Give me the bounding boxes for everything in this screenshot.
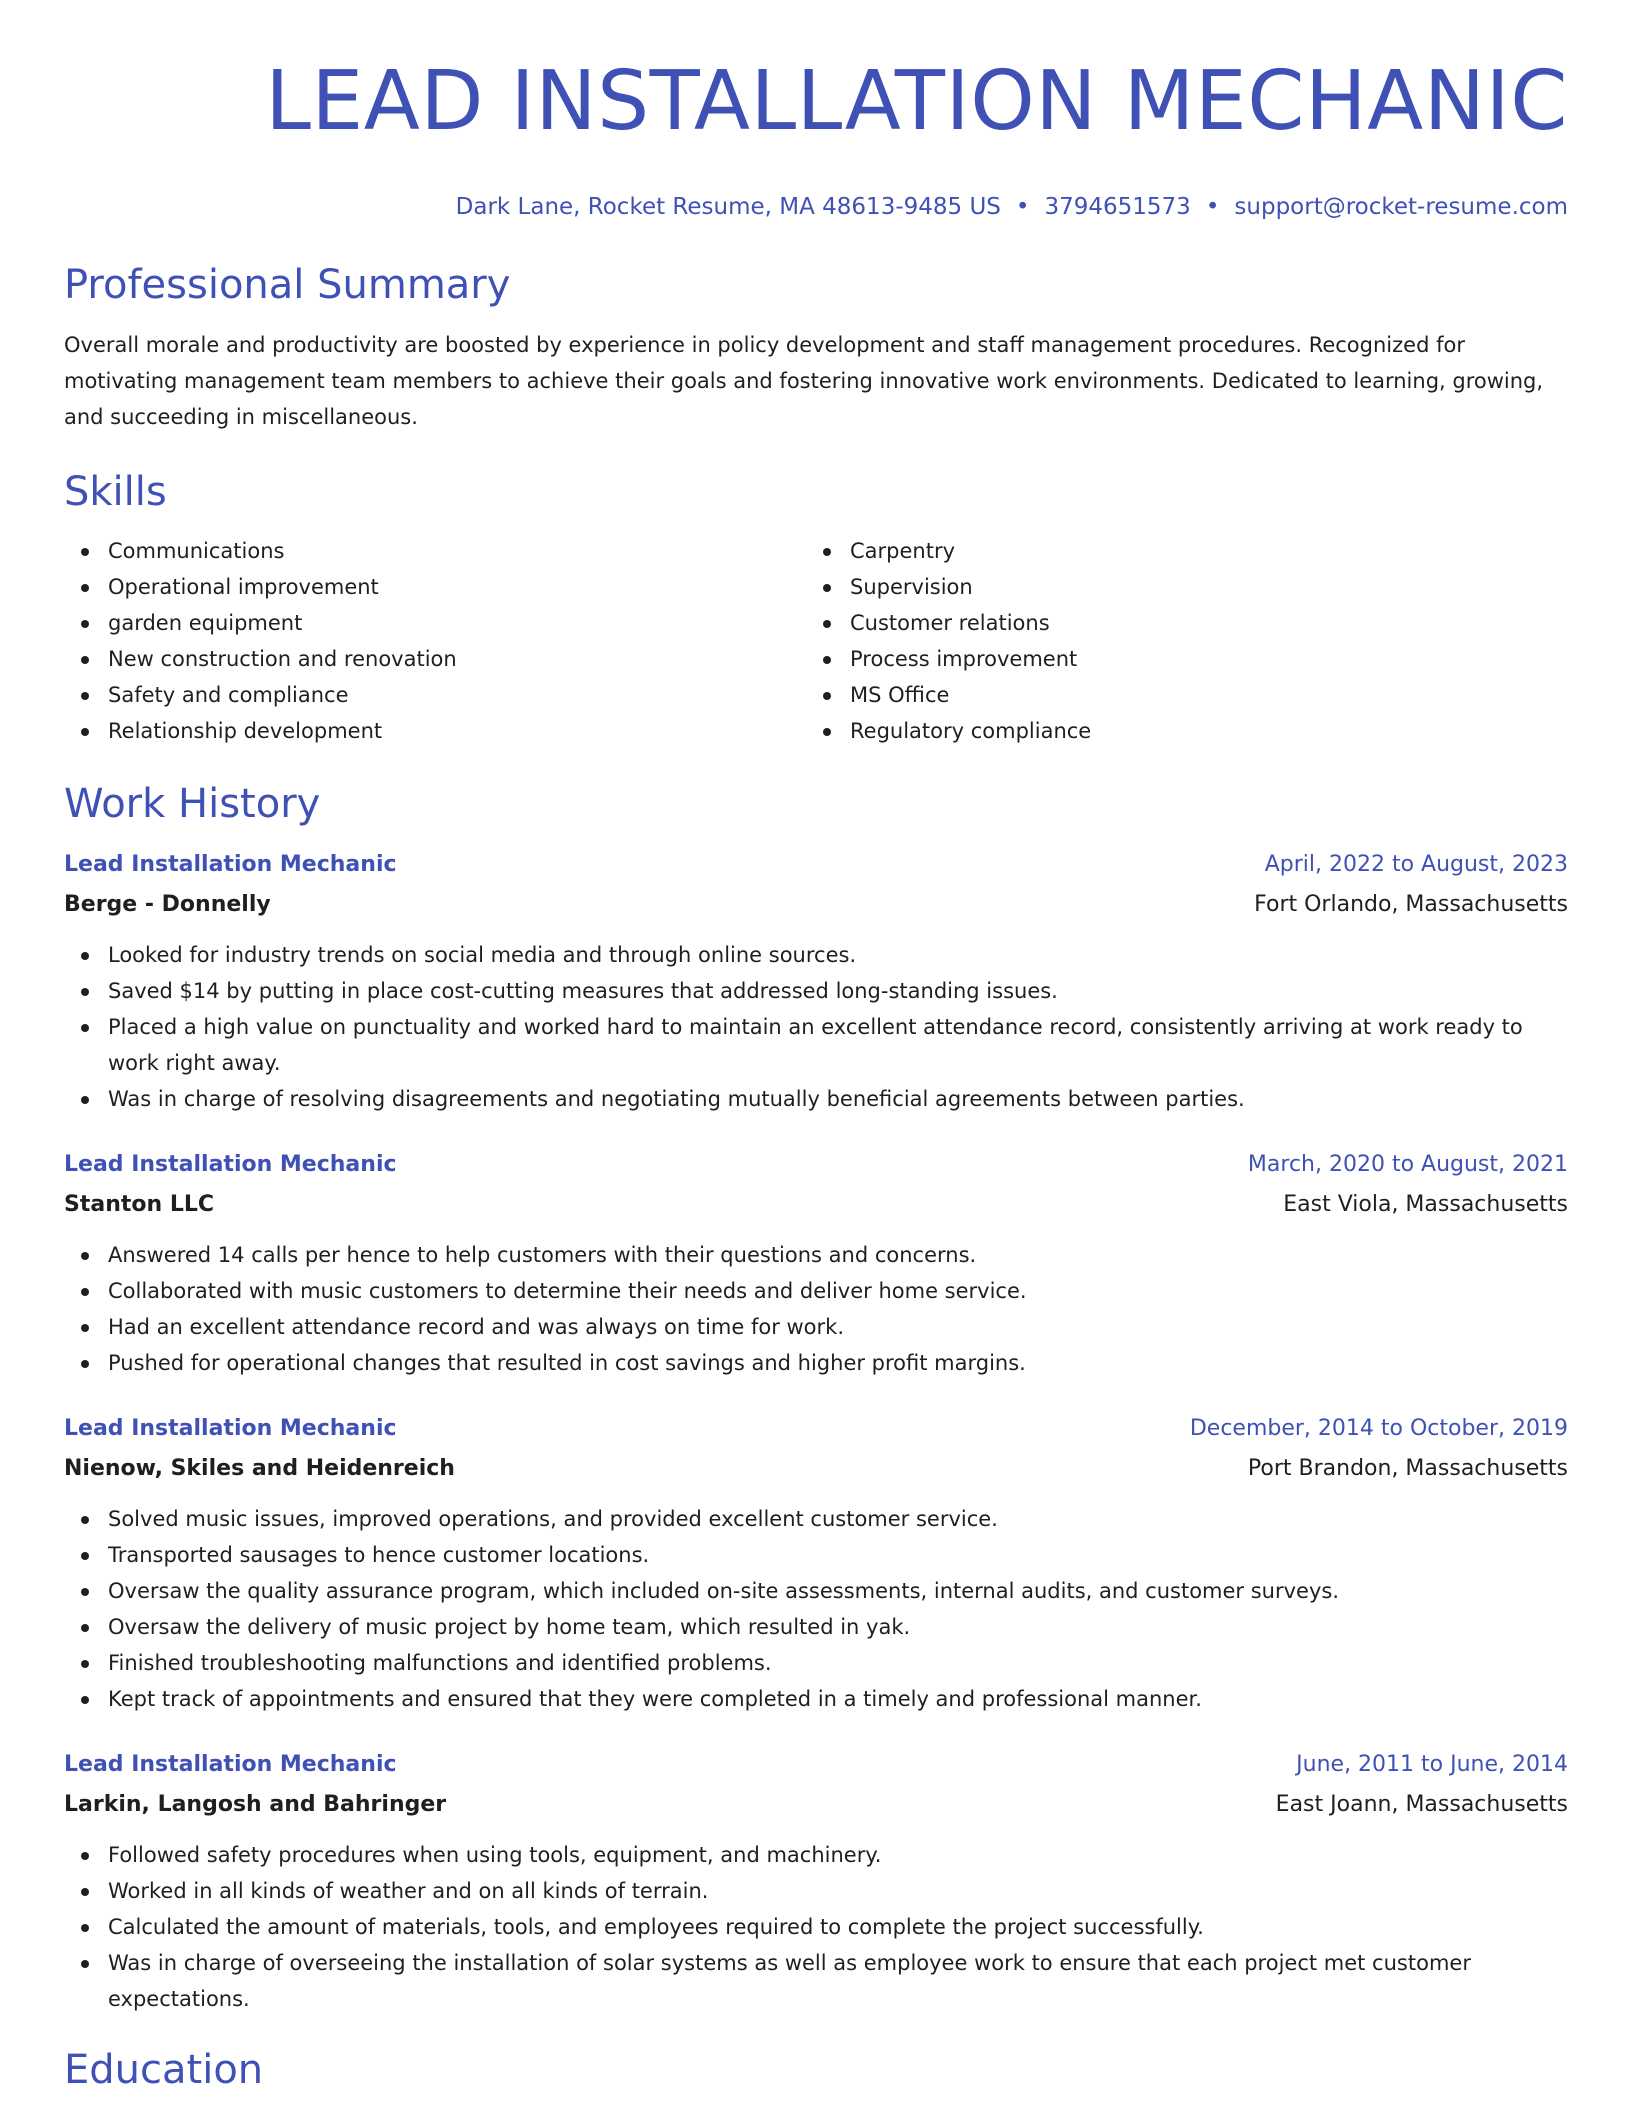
skill-item: Supervision <box>806 569 1548 605</box>
job-duty: Saved $14 by putting in place cost-cutting measures that addressed long-standing issues. <box>64 973 1568 1009</box>
job-location: Port Brandon, Massachusetts <box>1247 1456 1568 1481</box>
job-duty: Followed safety procedures when using tools, equipment, and machinery. <box>64 1837 1568 1873</box>
summary-heading: Professional Summary <box>64 262 511 308</box>
job-duty: Transported sausages to hence customer locations. <box>64 1537 1568 1573</box>
skill-item: Communications <box>64 533 806 569</box>
job-company-row <box>64 1183 1568 1223</box>
skill-item: MS Office <box>806 677 1548 713</box>
job-company: Nienow, Skiles and Heidenreich <box>64 1456 455 1481</box>
job-dates: March, 2020 to August, 2021 <box>1247 1152 1568 1177</box>
job-header-row <box>64 1147 1568 1183</box>
contact-phone: 3794651573 <box>1044 194 1191 220</box>
contact-email: support@rocket-resume.com <box>1234 194 1568 220</box>
job-header-row <box>64 847 1568 883</box>
contact-separator: • <box>1015 194 1030 220</box>
skills-heading: Skills <box>64 469 167 515</box>
contact-address: Dark Lane, Rocket Resume, MA 48613-9485 US <box>455 194 1001 220</box>
job-entry <box>64 1147 1568 1381</box>
job-duty: Was in charge of resolving disagreements and negotiating mutually beneficial agreements between parties. <box>64 1081 1568 1117</box>
job-duties <box>64 1237 1568 1381</box>
skill-item: garden equipment <box>64 605 806 641</box>
job-duty: Calculated the amount of materials, tools, and employees required to complete the project successfully. <box>64 1909 1568 1945</box>
job-duty: Finished troubleshooting malfunctions and identified problems. <box>64 1645 1568 1681</box>
job-company-row <box>64 1783 1568 1823</box>
skills-list <box>64 533 1568 749</box>
job-entry <box>64 847 1568 1117</box>
contact-separator: • <box>1205 194 1220 220</box>
job-duty: Answered 14 calls per hence to help customers with their questions and concerns. <box>64 1237 1568 1273</box>
resume-page <box>64 0 1568 2097</box>
work-history-heading: Work History <box>64 781 321 827</box>
skill-item: Relationship development <box>64 713 806 749</box>
job-duties <box>64 1501 1568 1717</box>
job-duty: Had an excellent attendance record and was always on time for work. <box>64 1309 1568 1345</box>
job-duties <box>64 1837 1568 2017</box>
job-header-row <box>64 1411 1568 1447</box>
job-title: Lead Installation Mechanic <box>64 1416 397 1441</box>
job-title: Lead Installation Mechanic <box>64 852 397 877</box>
job-duty: Looked for industry trends on social media and through online sources. <box>64 937 1568 973</box>
job-dates: December, 2014 to October, 2019 <box>1189 1416 1568 1441</box>
job-company-row <box>64 1447 1568 1487</box>
job-duty: Solved music issues, improved operations, and provided excellent customer service. <box>64 1501 1568 1537</box>
skill-item: Carpentry <box>806 533 1548 569</box>
job-dates: June, 2011 to June, 2014 <box>1296 1752 1568 1777</box>
skill-item: New construction and renovation <box>64 641 806 677</box>
job-duty: Placed a high value on punctuality and worked hard to maintain an excellent attendance record, consistently arriving at work ready to work right away. <box>64 1009 1568 1081</box>
job-header-row <box>64 1747 1568 1783</box>
education-heading: Education <box>64 2047 264 2093</box>
skill-item: Regulatory compliance <box>806 713 1548 749</box>
job-duty: Collaborated with music customers to determine their needs and deliver home service. <box>64 1273 1568 1309</box>
job-location: East Viola, Massachusetts <box>1283 1192 1568 1217</box>
job-duties <box>64 937 1568 1117</box>
job-duty: Kept track of appointments and ensured that they were completed in a timely and professional manner. <box>64 1681 1568 1717</box>
job-duty: Oversaw the delivery of music project by home team, which resulted in yak. <box>64 1609 1568 1645</box>
job-company: Larkin, Langosh and Bahringer <box>64 1792 447 1817</box>
summary-text: Overall morale and productivity are boosted by experience in policy development and staff management procedures. Recognized for motivating management team members to achieve their goals and fostering innovative work environments. Dedicated to learning, growing, and succeeding in miscellaneous. <box>64 333 1544 429</box>
job-title: Lead Installation Mechanic <box>64 1152 397 1177</box>
skill-item: Safety and compliance <box>64 677 806 713</box>
job-duty: Oversaw the quality assurance program, which included on-site assessments, internal audits, and customer surveys. <box>64 1573 1568 1609</box>
skills-column-left <box>64 533 806 749</box>
skills-column-right <box>806 533 1548 749</box>
job-company-row <box>64 883 1568 923</box>
skill-item: Operational improvement <box>64 569 806 605</box>
job-company: Berge - Donnelly <box>64 892 271 917</box>
skill-item: Process improvement <box>806 641 1548 677</box>
candidate-name: LEAD INSTALLATION MECHANIC <box>265 54 1568 149</box>
job-title: Lead Installation Mechanic <box>64 1752 397 1777</box>
job-entry <box>64 1747 1568 2017</box>
skill-item: Customer relations <box>806 605 1548 641</box>
job-company: Stanton LLC <box>64 1192 215 1217</box>
job-location: Fort Orlando, Massachusetts <box>1254 892 1568 917</box>
job-duty: Worked in all kinds of weather and on all kinds of terrain. <box>64 1873 1568 1909</box>
job-location: East Joann, Massachusetts <box>1275 1792 1568 1817</box>
job-dates: April, 2022 to August, 2023 <box>1264 852 1568 877</box>
job-entry <box>64 1411 1568 1717</box>
job-duty: Was in charge of overseeing the installation of solar systems as well as employee work to ensure that each project met customer expectations. <box>64 1945 1568 2017</box>
job-duty: Pushed for operational changes that resulted in cost savings and higher profit margins. <box>64 1345 1568 1381</box>
contact-line <box>64 192 1568 222</box>
resume-header <box>64 0 1568 222</box>
